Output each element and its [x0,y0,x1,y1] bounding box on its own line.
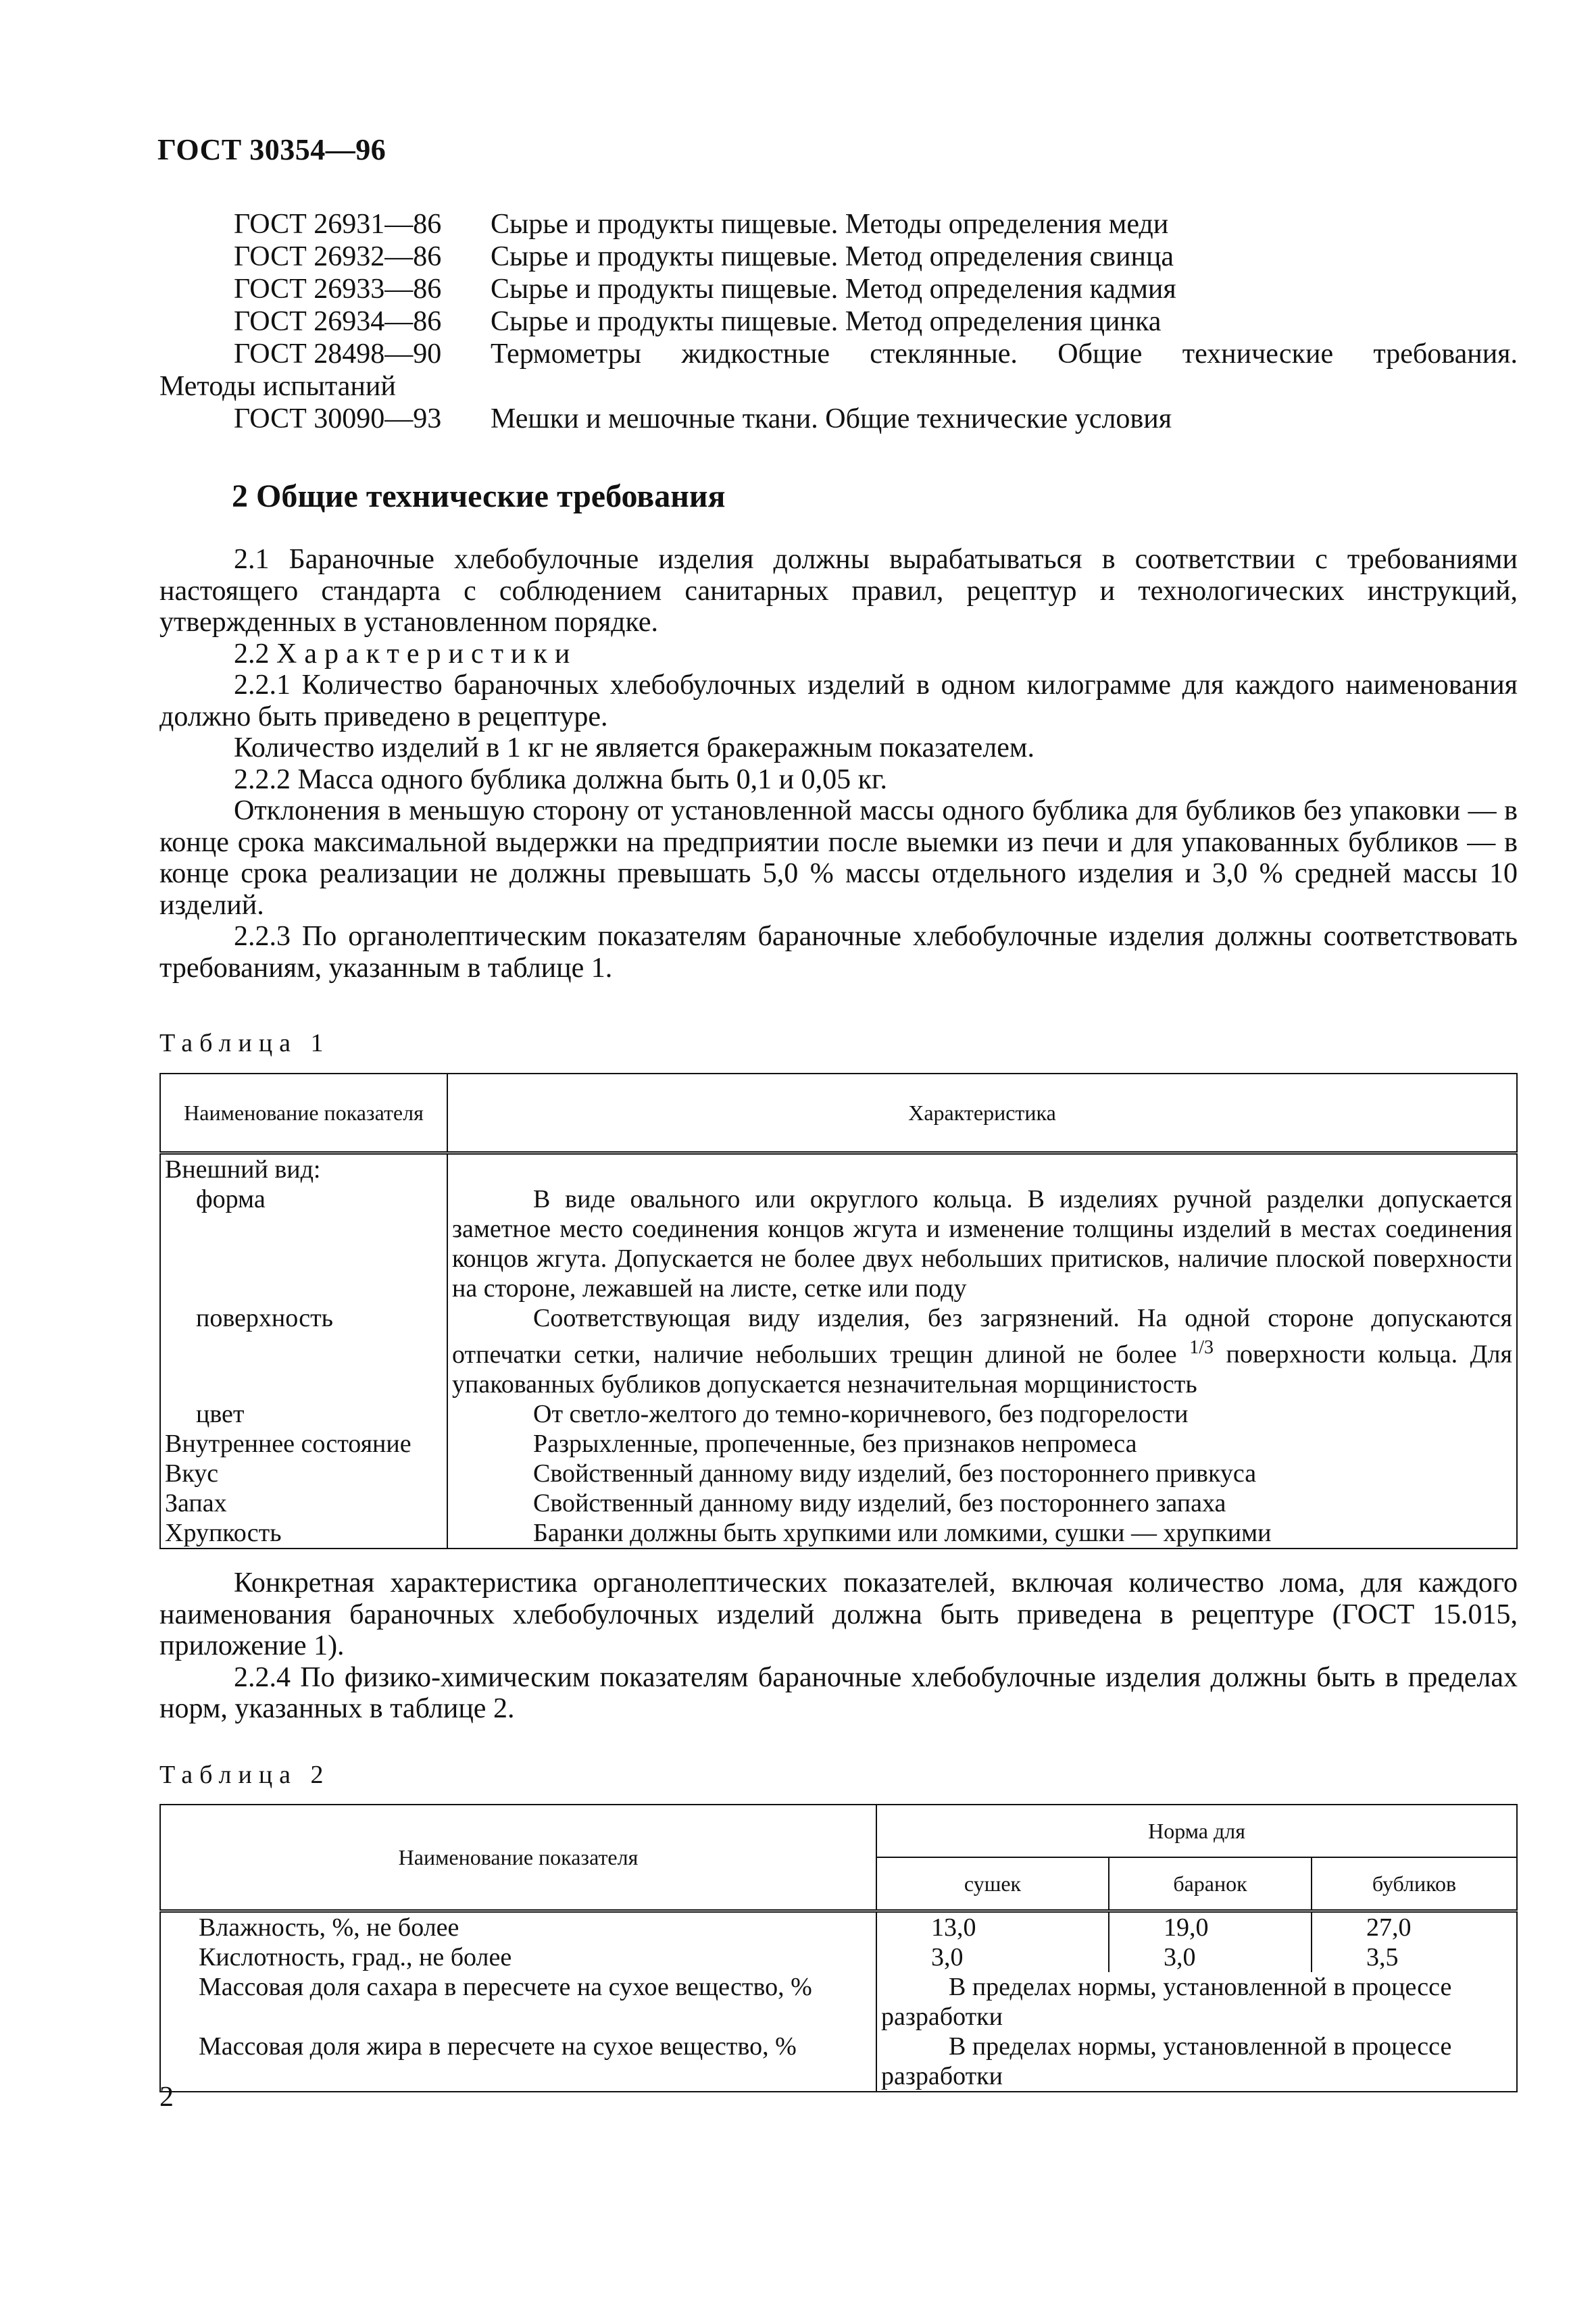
table-row [160,1518,1517,1549]
reference-code: ГОСТ 28498—90 [234,338,442,370]
section-heading: 2 Общие технические требования [232,478,726,514]
document-code-header: ГОСТ 30354—96 [157,133,386,166]
reference-item [159,208,1518,241]
table-cell [160,1153,447,1304]
reference-code: ГОСТ 26934—86 [234,306,442,337]
reference-item [159,338,1518,370]
indicator-description-continued: поверхности кольца. Для упакованных бубликов допускается незначительная морщинистость [452,1340,1513,1399]
table-2 [159,1804,1518,2092]
reference-title-continuation: Методы испытаний [159,371,396,402]
group-label: Внешний вид: [165,1155,321,1184]
table-row [160,1972,1517,2032]
table-1-caption: Таблица 1 [159,1029,330,1057]
table-row [160,1911,1517,1943]
table-row [160,1153,1517,1304]
table-cell [447,1153,1517,1304]
paragraph-2-1: 2.1 Бараночные хлебобулочные изделия должны вырабатываться в соответствии с требованиями настоящего стандарта с соблюдением санитарных правил, рецептур и технологических инструкций, утвержденных в установленном порядке. [159,544,1518,638]
table-row [160,1459,1517,1488]
paragraph-2-2 [159,638,1518,670]
table-cell [160,1399,447,1429]
indicator-name: форма [196,1185,266,1213]
table-2-header-norm: Норма для [876,1805,1517,1857]
indicator-description: Свойственный данному виду изделий, без постороннего привкуса [533,1459,1257,1488]
value-sushki: 3,0 [876,1942,1109,1972]
indicator-description: От светло-желтого до темно-коричневого, без подгорелости [533,1399,1189,1428]
indicator-name: Массовая доля сахара в пересчете на сухое вещество, % [160,1972,876,2032]
value-bubliki: 3,5 [1312,1942,1517,1972]
indicator-name: Влажность, %, не более [160,1911,876,1943]
table-1-header-name: Наименование показателя [160,1074,447,1153]
section-body [159,544,1518,984]
paragraph-2-2-3: 2.2.3 По органолептическим показателям бараночные хлебобулочные изделия должны соответствовать требованиям, указанным в таблице 1. [159,921,1518,984]
reference-title: Сырье и продукты пищевые. Метод определения свинца [491,241,1174,272]
norm-text: В пределах нормы, установленной в процессе разработки [881,1973,1452,2031]
value-range [876,1972,1517,2032]
reference-code: ГОСТ 26931—86 [234,209,442,240]
table-row [160,1942,1517,1972]
clause-title: Характеристики [276,638,578,670]
reference-title: Сырье и продукты пищевые. Метод определения цинка [491,306,1162,337]
norm-text: В пределах нормы, установленной в процессе разработки [881,2032,1452,2090]
fraction: 1/3 [1189,1337,1214,1358]
table-2-header-baranki: баранок [1109,1857,1312,1911]
indicator-description: Баранки должны быть хрупкими или ломкими, сушки — хрупкими [533,1518,1272,1547]
table-cell [447,1488,1517,1518]
table-2-header-name: Наименование показателя [160,1805,876,1911]
table-2-header-sushki: сушек [876,1857,1109,1911]
reference-code: ГОСТ 26932—86 [234,241,442,272]
section-body-continued [159,1567,1518,1725]
indicator-name: Хрупкость [160,1518,447,1549]
indicator-name: цвет [196,1399,245,1428]
table-row [160,1399,1517,1429]
indicator-name: Внутреннее состояние [160,1429,447,1459]
indicator-name: Запах [160,1488,447,1518]
reference-item [159,273,1518,305]
indicator-name: Кислотность, град., не более [160,1942,876,1972]
paragraph-2-2-2: 2.2.2 Масса одного бублика должна быть 0,1 и 0,05 кг. [234,763,888,795]
references-list [159,208,1518,435]
table-row [160,1429,1517,1459]
table-2-caption: Таблица 2 [159,1761,330,1789]
table-row [160,2032,1517,2092]
table-cell [447,1518,1517,1549]
paragraph-2-2-1b: Количество изделий в 1 кг не является бракеражным показателем. [234,732,1034,763]
reference-code: ГОСТ 30090—93 [234,403,442,434]
paragraph-2-2-2b: Отклонения в меньшую сторону от установленной массы одного бублика для бубликов без упаковки — в конце срока максимальной выдержки на предприятии после выемки из печи и для упакованных бубликов — в конце срока реализации не должны превышать 5,0 % массы отдельного изделия и 3,0 % средней массы 10 изделий. [159,795,1518,921]
table-cell [447,1399,1517,1429]
table-row [160,1303,1517,1399]
table-1 [159,1073,1518,1549]
clause-number: 2.2 [234,638,270,670]
paragraph-organoleptic-note: Конкретная характеристика органолептических показателей, включая количество лома, для каждого наименования бараночных хлебобулочных изделий должна быть приведена в рецептуре (ГОСТ 15.015, приложение 1). [159,1567,1518,1661]
reference-code: ГОСТ 26933—86 [234,274,442,305]
indicator-name: Массовая доля жира в пересчете на сухое вещество, % [160,2032,876,2092]
table-2-header-bubliki: бубликов [1312,1857,1517,1911]
indicator-description: Свойственный данному виду изделий, без постороннего запаха [533,1488,1226,1517]
reference-title: Сырье и продукты пищевые. Методы определения меди [491,209,1169,240]
reference-item [159,305,1518,338]
indicator-name: Вкус [160,1459,447,1488]
reference-title: Сырье и продукты пищевые. Метод определения кадмия [491,274,1176,305]
paragraph-2-2-4: 2.2.4 По физико-химическим показателям бараночные хлебобулочные изделия должны быть в пределах норм, указанных в таблице 2. [159,1661,1518,1724]
reference-item [159,241,1518,273]
table-cell [160,1303,447,1399]
reference-title: Термометры жидкостные стеклянные. Общие технические требования. [491,338,1518,370]
indicator-description: Разрыхленные, пропеченные, без признаков непромеса [533,1429,1137,1458]
paragraph-2-2-1: 2.2.1 Количество бараночных хлебобулочных изделий в одном килограмме для каждого наименования должно быть приведено в рецептуре. [159,670,1518,732]
reference-title: Мешки и мешочные ткани. Общие технические условия [491,403,1172,434]
reference-item [159,403,1518,435]
table-row [160,1488,1517,1518]
value-bubliki: 27,0 [1312,1911,1517,1943]
indicator-name: поверхность [196,1304,334,1332]
page-number: 2 [159,2082,174,2113]
value-range [876,2032,1517,2092]
value-baranki: 19,0 [1109,1911,1312,1943]
indicator-description: В виде овального или округлого кольца. В изделиях ручной разделки допускается заметное место соединения концов жгута и изменение толщины изделий в местах соединения концов жгута. Допускается не более двух небольших притисков, наличие плоской поверхности на стороне, лежавшей на листе, сетке или поду [452,1185,1512,1303]
table-cell [447,1459,1517,1488]
indicator-description: Соответствующая виду изделия, без загрязнений. На одной стороне допускаются отпечатки сетки, наличие небольших трещин длиной не более [452,1304,1512,1369]
table-cell [447,1429,1517,1459]
value-baranki: 3,0 [1109,1942,1312,1972]
table-1-header-characteristic: Характеристика [447,1074,1517,1153]
value-sushki: 13,0 [876,1911,1109,1943]
table-cell [447,1303,1517,1399]
